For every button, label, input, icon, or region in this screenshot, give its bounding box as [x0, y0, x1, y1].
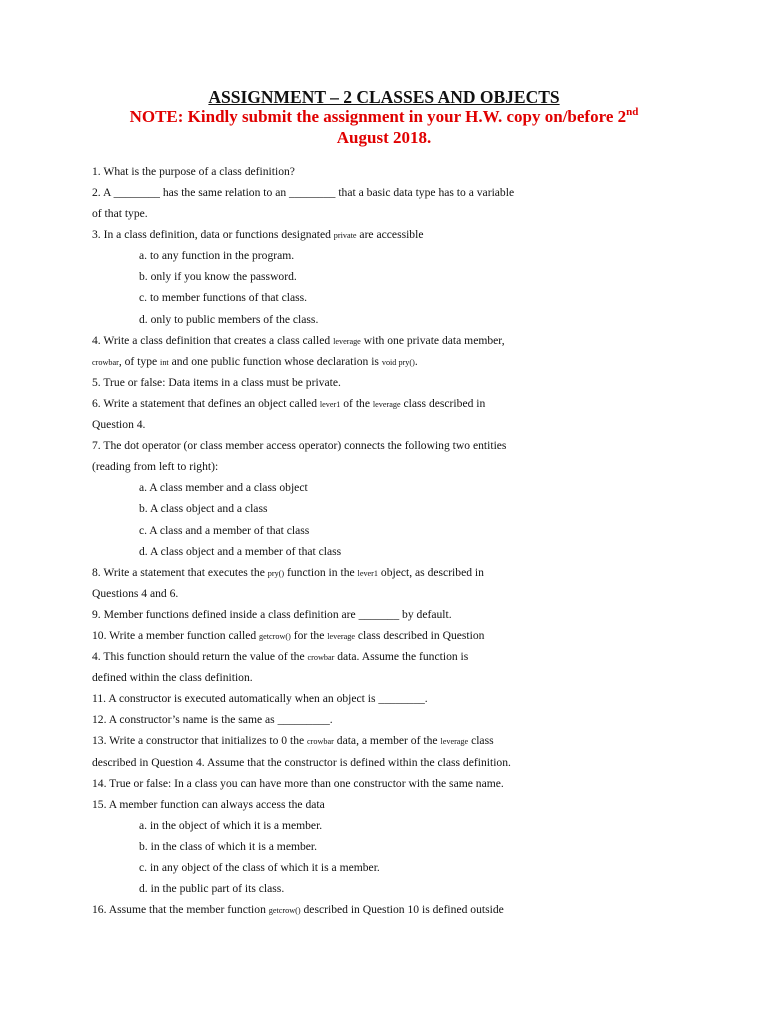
- question-line: [92, 649, 468, 665]
- line-text: for the: [290, 629, 328, 642]
- line-text: a. to any function in the program.: [139, 249, 295, 262]
- line-text: object, as described in: [378, 566, 484, 579]
- code-identifier: crowbar: [307, 653, 335, 662]
- line-text: class described in: [400, 397, 486, 410]
- code-identifier: pry(): [267, 569, 285, 578]
- line-text: c. in any object of the class of which it is a member.: [139, 861, 380, 874]
- question-line: [92, 691, 428, 707]
- question-line: [92, 902, 504, 918]
- question-line: [92, 333, 505, 349]
- question-line: [92, 206, 148, 222]
- line-text: 16. Assume that the member function: [92, 903, 269, 916]
- line-text: , of type: [118, 355, 161, 368]
- code-identifier: private: [333, 231, 357, 240]
- line-text: 4. This function should return the value of the: [92, 650, 308, 663]
- line-text: 8. Write a statement that executes the: [92, 566, 268, 579]
- line-text: with one private data member,: [360, 334, 505, 347]
- code-identifier: leverage: [333, 337, 361, 346]
- line-text: are accessible: [356, 228, 424, 241]
- line-text: of that type.: [92, 207, 148, 220]
- line-text: 2. A ________ has the same relation to an ________ that a basic data type has to a variable: [92, 186, 515, 199]
- line-text: 3. In a class definition, data or functions designated: [92, 228, 334, 241]
- line-text: d. only to public members of the class.: [139, 313, 319, 326]
- question-line: [92, 733, 494, 749]
- code-identifier: lever1: [319, 400, 341, 409]
- line-text: 1. What is the purpose of a class definition?: [92, 165, 295, 178]
- answer-option-line: [139, 881, 284, 897]
- question-line: [92, 586, 178, 602]
- submission-note: [0, 106, 768, 148]
- answer-option-line: [139, 480, 308, 496]
- line-text: a. A class member and a class object: [139, 481, 308, 494]
- code-identifier: crowbar: [92, 358, 119, 367]
- code-identifier: leverage: [327, 632, 355, 641]
- code-identifier: void pry(): [381, 358, 415, 367]
- line-text: b. in the class of which it is a member.: [139, 840, 318, 853]
- question-line: [92, 712, 333, 728]
- note-line-2: August 2018.: [336, 128, 432, 147]
- line-text: defined within the class definition.: [92, 671, 253, 684]
- question-line: [92, 417, 145, 433]
- answer-option-line: [139, 248, 294, 264]
- answer-option-line: [139, 818, 322, 834]
- line-text: class described in Question: [355, 629, 485, 642]
- line-text: d. in the public part of its class.: [139, 882, 285, 895]
- question-line: [92, 565, 484, 581]
- answer-option-line: [139, 523, 309, 539]
- code-identifier: leverage: [440, 737, 469, 746]
- question-line: [92, 438, 506, 454]
- line-text: 5. True or false: Data items in a class must be private.: [92, 376, 341, 389]
- question-line: [92, 185, 514, 201]
- answer-option-line: [139, 290, 307, 306]
- question-line: [92, 755, 511, 771]
- line-text: 14. True or false: In a class you can have more than one constructor with the same name.: [92, 777, 504, 790]
- line-text: d. A class object and a member of that class: [139, 545, 342, 558]
- question-line: [92, 354, 418, 370]
- question-line: [92, 607, 452, 623]
- assignment-title: ASSIGNMENT – 2 CLASSES AND OBJECTS: [208, 87, 560, 107]
- line-text: .: [414, 355, 418, 368]
- line-text: 15. A member function can always access the data: [92, 798, 325, 811]
- question-line: [92, 396, 485, 412]
- line-text: Questions 4 and 6.: [92, 587, 179, 600]
- line-text: 7. The dot operator (or class member access operator) connects the following two entities: [92, 439, 507, 452]
- line-text: Question 4.: [92, 418, 146, 431]
- code-identifier: getcrow(): [268, 906, 301, 915]
- line-text: 13. Write a constructor that initializes to 0 the: [92, 734, 308, 747]
- line-text: b. only if you know the password.: [139, 270, 297, 283]
- question-line: [92, 776, 504, 792]
- line-text: 9. Member functions defined inside a class definition are _______ by default.: [92, 608, 452, 621]
- code-identifier: lever1: [357, 569, 379, 578]
- line-text: described in Question 10 is defined outside: [300, 903, 504, 916]
- line-text: function in the: [284, 566, 358, 579]
- code-identifier: leverage: [372, 400, 401, 409]
- line-text: 10. Write a member function called: [92, 629, 260, 642]
- answer-option-line: [139, 860, 380, 876]
- line-text: 4. Write a class definition that creates a class called: [92, 334, 334, 347]
- line-text: of the: [340, 397, 373, 410]
- answer-option-line: [139, 269, 297, 285]
- code-identifier: crowbar: [307, 737, 334, 746]
- line-text: a. in the object of which it is a member.: [139, 819, 323, 832]
- line-text: b. A class object and a class: [139, 502, 268, 515]
- line-text: described in Question 4. Assume that the constructor is defined within the class definition.: [92, 756, 511, 769]
- code-identifier: getcrow(): [259, 632, 291, 641]
- question-line: [92, 227, 423, 243]
- question-line: [92, 459, 218, 475]
- line-text: c. to member functions of that class.: [139, 291, 308, 304]
- question-line: [92, 797, 325, 813]
- answer-option-line: [139, 501, 267, 517]
- line-text: class: [468, 734, 494, 747]
- line-text: 11. A constructor is executed automatically when an object is ________.: [92, 692, 428, 705]
- line-text: and one public function whose declaration is: [168, 355, 382, 368]
- line-text: c. A class and a member of that class: [139, 524, 310, 537]
- line-text: (reading from left to right):: [92, 460, 219, 473]
- question-line: [92, 164, 295, 180]
- answer-option-line: [139, 312, 318, 328]
- question-line: [92, 628, 484, 644]
- question-line: [92, 670, 253, 686]
- line-text: 12. A constructor’s name is the same as _________.: [92, 713, 333, 726]
- line-text: 6. Write a statement that defines an object called: [92, 397, 320, 410]
- answer-option-line: [139, 544, 341, 560]
- question-line: [92, 375, 341, 391]
- answer-option-line: [139, 839, 317, 855]
- note-line-1: NOTE: Kindly submit the assignment in your H.W. copy on/before 2: [129, 107, 627, 126]
- code-identifier: int: [160, 358, 169, 367]
- note-superscript: nd: [626, 106, 639, 118]
- line-text: data, a member of the: [333, 734, 441, 747]
- line-text: data. Assume the function is: [334, 650, 469, 663]
